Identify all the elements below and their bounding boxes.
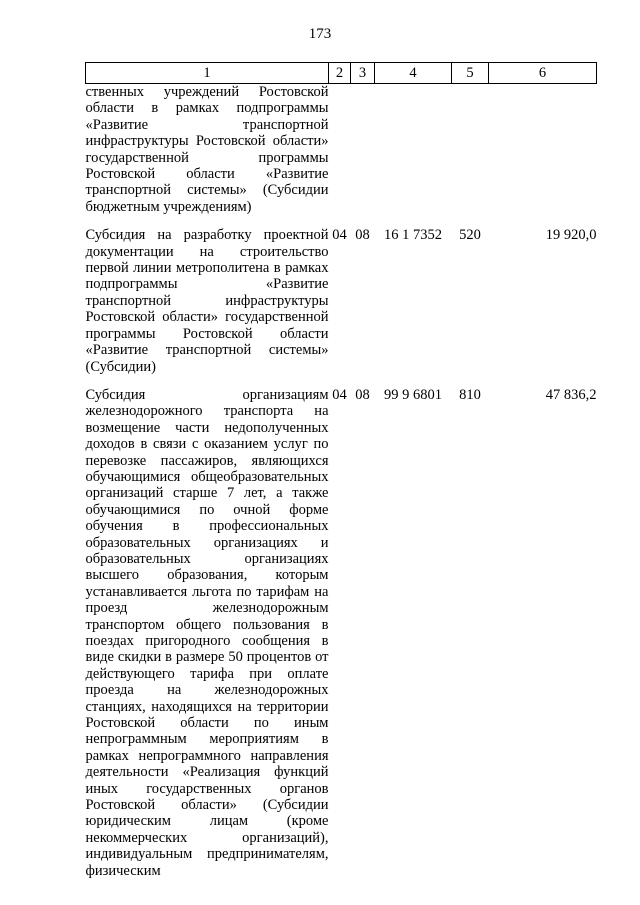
row-target-article: 16 1 7352 [384, 227, 442, 244]
row-expense-type: 520 [459, 227, 481, 244]
header-col-3: 3 [351, 63, 375, 84]
header-col-1: 1 [86, 63, 329, 84]
page-number: 173 [308, 26, 332, 42]
header-col-5: 5 [452, 63, 489, 84]
row-subsection [351, 84, 375, 216]
row-description: Субсидия на разработку проектной документации на строительство первой линии метрополитена в рамках подпрограммы «Развитие транспортной инфраструктуры Ростовской области» государственной программы Ростовской области «Развитие транспортной системы» (Субсидии) [85, 227, 329, 375]
header-row [86, 63, 597, 84]
table-row [86, 215, 597, 375]
row-amount [489, 84, 597, 216]
row-section [329, 84, 351, 216]
table-row [86, 375, 597, 879]
row-target-article [375, 84, 452, 216]
header-col-4: 4 [375, 63, 452, 84]
row-subsection: 08 [355, 386, 370, 403]
budget-table [85, 62, 597, 879]
row-amount: 19 920,0 [545, 227, 597, 244]
row-section: 04 [332, 386, 347, 403]
row-subsection: 08 [355, 227, 370, 244]
row-section: 04 [332, 227, 347, 244]
header-col-2: 2 [329, 63, 351, 84]
table-row [86, 84, 597, 216]
row-description: Субсидия организациям железнодорожного транспорта на возмещение части недополученных доходов в связи с оказанием услуг по перевозке пассажиров, являющихся обучающимися общеобразовательных организаций старше 7 лет, а также обучающимися по очной форме обучения в профессиональных образовательных организациях и образовательных организациях высшего образования, которым устанавливается льгота по тарифам на проезд железнодорожным транспортом общего пользования в поездах пригородного сообщения в виде скидки в размере 50 процентов от действующего тарифа при оплате проезда на железнодорожных станциях, находящихся на территории Ростовской области по иным непрограммным мероприятиям в рамках непрограммного направления деятельности «Реализация функций иных государственных органов Ростовской области» (Субсидии юридическим лицам (кроме некоммерческих организаций), индивидуальным предпринимателям, физическим [85, 386, 329, 879]
row-amount: 47 836,2 [545, 386, 597, 403]
row-expense-type [452, 84, 489, 216]
row-target-article: 99 9 6801 [384, 386, 442, 403]
header-col-6: 6 [489, 63, 597, 84]
row-description: ственных учреждений Ростовской области в рамках подпрограммы «Развитие транспортной инфраструктуры Ростовской области» государственной программы Ростовской области «Развитие транспортной системы» (Субсидии бюджетным учреждениям) [85, 84, 329, 215]
row-expense-type: 810 [459, 386, 481, 403]
